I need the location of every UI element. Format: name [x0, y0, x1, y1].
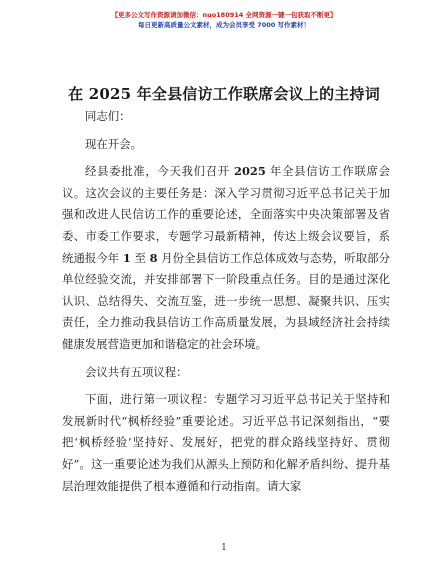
year-number: 2025: [234, 164, 266, 179]
paragraph-1-text-d: 月份全县信访工作总体成效与态势，听取部分单位经验交流，并安排部署下一阶段重点任务。目的是通过深化认识、总结得失、交流互鉴，进一步统一思想、凝聚共识、压实责任，全力推动我县信访工作高质量发展，为县域经济社会持续健康发展营造更加和谐稳定的社会环境。: [62, 250, 391, 351]
page-number: 1: [221, 543, 227, 553]
document-body: [62, 106, 390, 497]
month-start-number: 1: [122, 250, 131, 265]
promo-banner: [0, 10, 448, 30]
promo-banner-line-1: 【更多公文写作资源请加微信：nuo180914 全网资源一键一包获取不断更】: [111, 11, 337, 19]
paragraph-2: 会议共有五项议程：: [85, 364, 188, 379]
month-end-number: 8: [149, 250, 158, 265]
salutation: 同志们：: [85, 109, 131, 123]
paragraph-1-text-b: 年全县信访工作联席会议。这次会议的主要任务是：深入学习贯彻习近平总书记关于加强和改进人民信访工作的重要论述，全面落实中央决策部署及省委、市委工作要求，专题学习最新精神，传达上级会议要旨，系统通报今年: [62, 164, 390, 265]
paragraph-1: [62, 161, 390, 355]
paragraph-3: 下面，进行第一项议程：专题学习习近平总书记关于坚持和发展新时代“枫桥经验”重要论述。习近平总书记深刻指出，“要把‘枫桥经验’坚持好、发展好，把党的群众路线坚持好、贯彻好”。这一重要论述为我们从源头上预防和化解矛盾纠纷、提升基层治理效能提供了根本遵循和行动指南。请大家: [62, 392, 390, 493]
document-title: 在 2025 年全县信访工作联席会议上的主持词: [68, 85, 380, 103]
paragraph-1-text-a: 经县委批准，今天我们召开: [85, 164, 235, 179]
promo-banner-line-2: 每日更新高质量公文素材，成为会员享受 7000 写作素材！: [137, 21, 311, 29]
opening-line: 现在开会。: [85, 136, 142, 151]
paragraph-1-text-c: 至: [130, 250, 150, 265]
